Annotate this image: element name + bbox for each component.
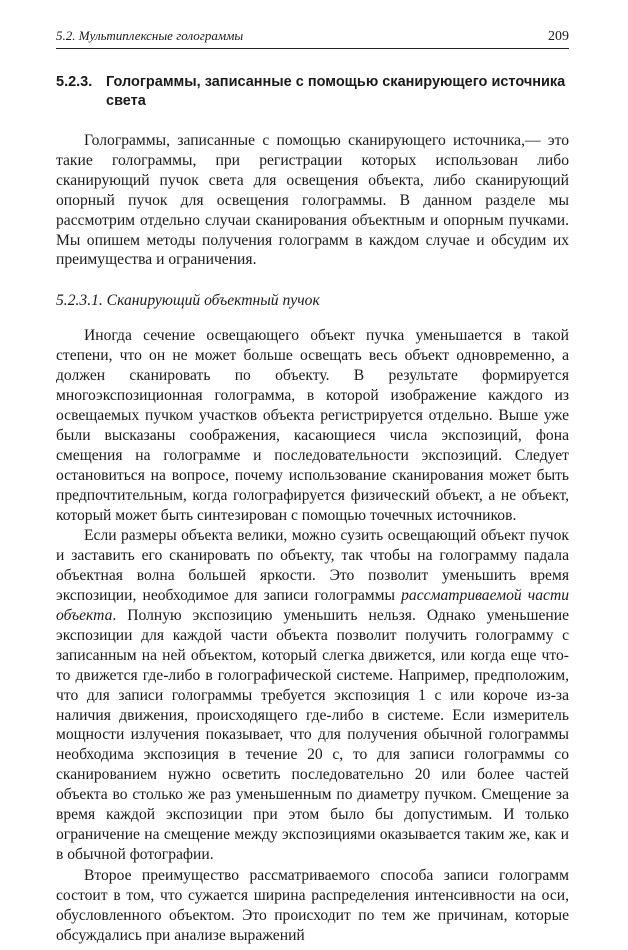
section-number: 5.2.3. [56,74,93,90]
paragraph-3-text-a: Если размеры объекта велики, можно сузить освещающий объект пучок и заставить его сканировать по объекту, так чтобы на голограмму падала объектная волна большей яркости. Это позволит уменьшить время экспозиции, необходимое для записи голограммы [56,527,569,605]
running-head-title: 5.2. Мультиплексные голограммы [56,28,244,43]
page [56,28,569,945]
page-number: 209 [548,29,569,44]
paragraph-3-emphasis: рассматриваемой части объекта [56,587,569,625]
running-head [56,28,569,49]
section-title: Голограммы, записанные с помощью сканирующего источника света [106,74,566,109]
paragraph-4: Второе преимущество рассматриваемого способа записи голограмм состоит в том, что сужается ширина распределения интенсивности на оси, обусловленного объектом. Это происходит по тем же причинам, которые обсуждались при анализе выражений [56,866,569,944]
paragraph-1: Голограммы, записанные с помощью сканирующего источника,— это такие голограммы, при регистрации которых использован либо сканирующий пучок света для освещения объекта, либо сканирующий опорный пучок для освещения голограммы. В данном разделе мы рассмотрим отдельно случаи сканирования объектным и опорным пучками. Мы опишем методы получения голограмм в каждом случае и обсудим их преимущества и ограничения. [56,132,569,269]
section-heading [56,73,569,111]
paragraph-3-text-b: . Полную экспозицию уменьшить нельзя. Однако уменьшение экспозиции для каждой части объекта позволит получить голограмму с записанным на ней объектом, который слегка движется, или когда еще что-то движется где-либо в голографической системе. Например, предположим, что для записи голограммы требуется экспозиция 1 с или короче из-за наличия движения, происходящего где-либо в системе. Если измеритель мощности излучения показывает, что для получения обычной голограммы необходима экспозиция в течение 20 с, то для записи голограммы со сканированием нужно осветить последовательно 20 или более частей объекта во столько же раз уменьшенным по диаметру пучком. Смещение за время каждой экспозиции при этом было бы допустимым. И только ограничение на смещение между экспозициями оказывается таким же, как и в обычной фотографии. [56,607,569,863]
paragraph-2: Иногда сечение освещающего объект пучка уменьшается в такой степени, что он не может больше освещать весь объект одновременно, а должен сканировать по объекту. В результате формируется многоэкспозиционная голограмма, в которой изображение каждого из освещаемых пучком участков объекта регистрируется отдельно. Выше уже были высказаны соображения, касающиеся числа экспозиций, фона смещения на голограмме и последовательности экспозиций. Следует остановиться на вопросе, почему использование сканирования может быть предпочтительным, когда голографируется физический объект, а не объект, который может быть синтезирован с помощью точечных источников. [56,327,569,524]
paragraph-3 [56,526,569,864]
subsection-title: 5.2.3.1. Сканирующий объектный пучок [56,292,320,310]
